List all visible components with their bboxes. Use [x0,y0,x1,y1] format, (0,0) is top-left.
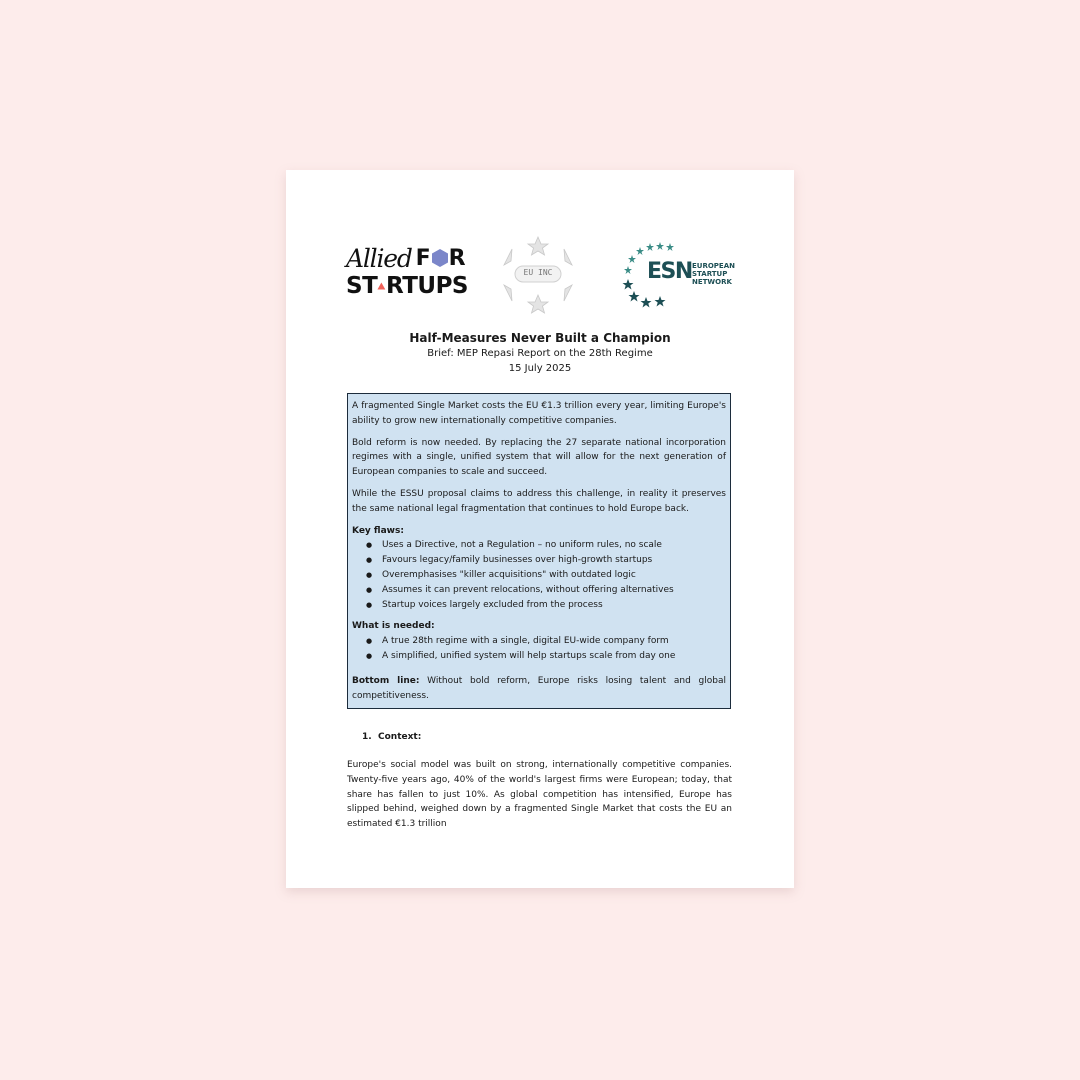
hexagon-icon [431,248,449,268]
eu-inc-label: EU INC [523,268,553,277]
list-item: ● A simplified, unified system will help startups scale from day one [352,649,726,664]
document-page [286,170,794,888]
summary-paragraph: A fragmented Single Market costs the EU €1.3 trillion every year, limiting Europe's ability to grow new internationally competitive companies. [352,401,726,426]
list-item: ● Startup voices largely excluded from the process [352,598,726,613]
list-item: ● A true 28th regime with a single, digital EU-wide company form [352,634,726,649]
summary-paragraph: Bold reform is now needed. By replacing the 27 separate national incorporation regimes with a single, unified system that will allow for the next generation of European companies to scale and succeed. [352,437,726,478]
title-block [286,330,794,376]
document-subtitle: Brief: MEP Repasi Report on the 28th Regime [427,348,653,359]
what-is-needed-list [352,634,726,664]
document-title: Half-Measures Never Built a Champion [409,331,671,345]
key-flaws-list [352,538,726,612]
what-is-needed-heading: What is needed: [352,621,435,632]
list-item: ● Overemphasises "killer acquisitions" with outdated logic [352,568,726,583]
bottom-line-text: Without bold reform, Europe risks losing talent and global competitiveness. [352,675,726,701]
key-flaws-heading: Key flaws: [352,525,404,536]
list-item: ● Uses a Directive, not a Regulation – no uniform rules, no scale [352,538,726,553]
esn-mark: ESN [647,259,692,284]
esn-logo [622,241,742,311]
bottom-line [352,674,726,704]
context-body: Europe's social model was built on strong, internationally competitive companies. Twenty-five years ago, 40% of the world's largest firms were European; today, that share has fallen to just 10%. As global competition has intensified, Europe has slipped behind, weighed down by a fragmented Single Market that costs the EU an estimated €1.3 trillion [347,760,732,830]
logo-row [346,235,736,315]
allied-for-startups-logo: Allied F R ST RTUPS [346,243,468,299]
triangle-icon [377,277,386,295]
section-title: Context: [378,732,422,742]
section-number: 1. [362,732,372,742]
bottom-line-label: Bottom line: [352,675,420,686]
list-item: ● Favours legacy/family businesses over high-growth startups [352,553,726,568]
list-item: ● Assumes it can prevent relocations, without offering alternatives [352,583,726,598]
esn-wordmark: EUROPEAN STARTUP NETWORK [692,262,735,286]
context-heading [362,732,421,742]
summary-box [347,393,731,709]
document-date: 15 July 2025 [508,363,572,374]
summary-paragraph: While the ESSU proposal claims to address this challenge, in reality it preserves the same national legal fragmentation that continues to hold Europe back. [352,488,726,514]
